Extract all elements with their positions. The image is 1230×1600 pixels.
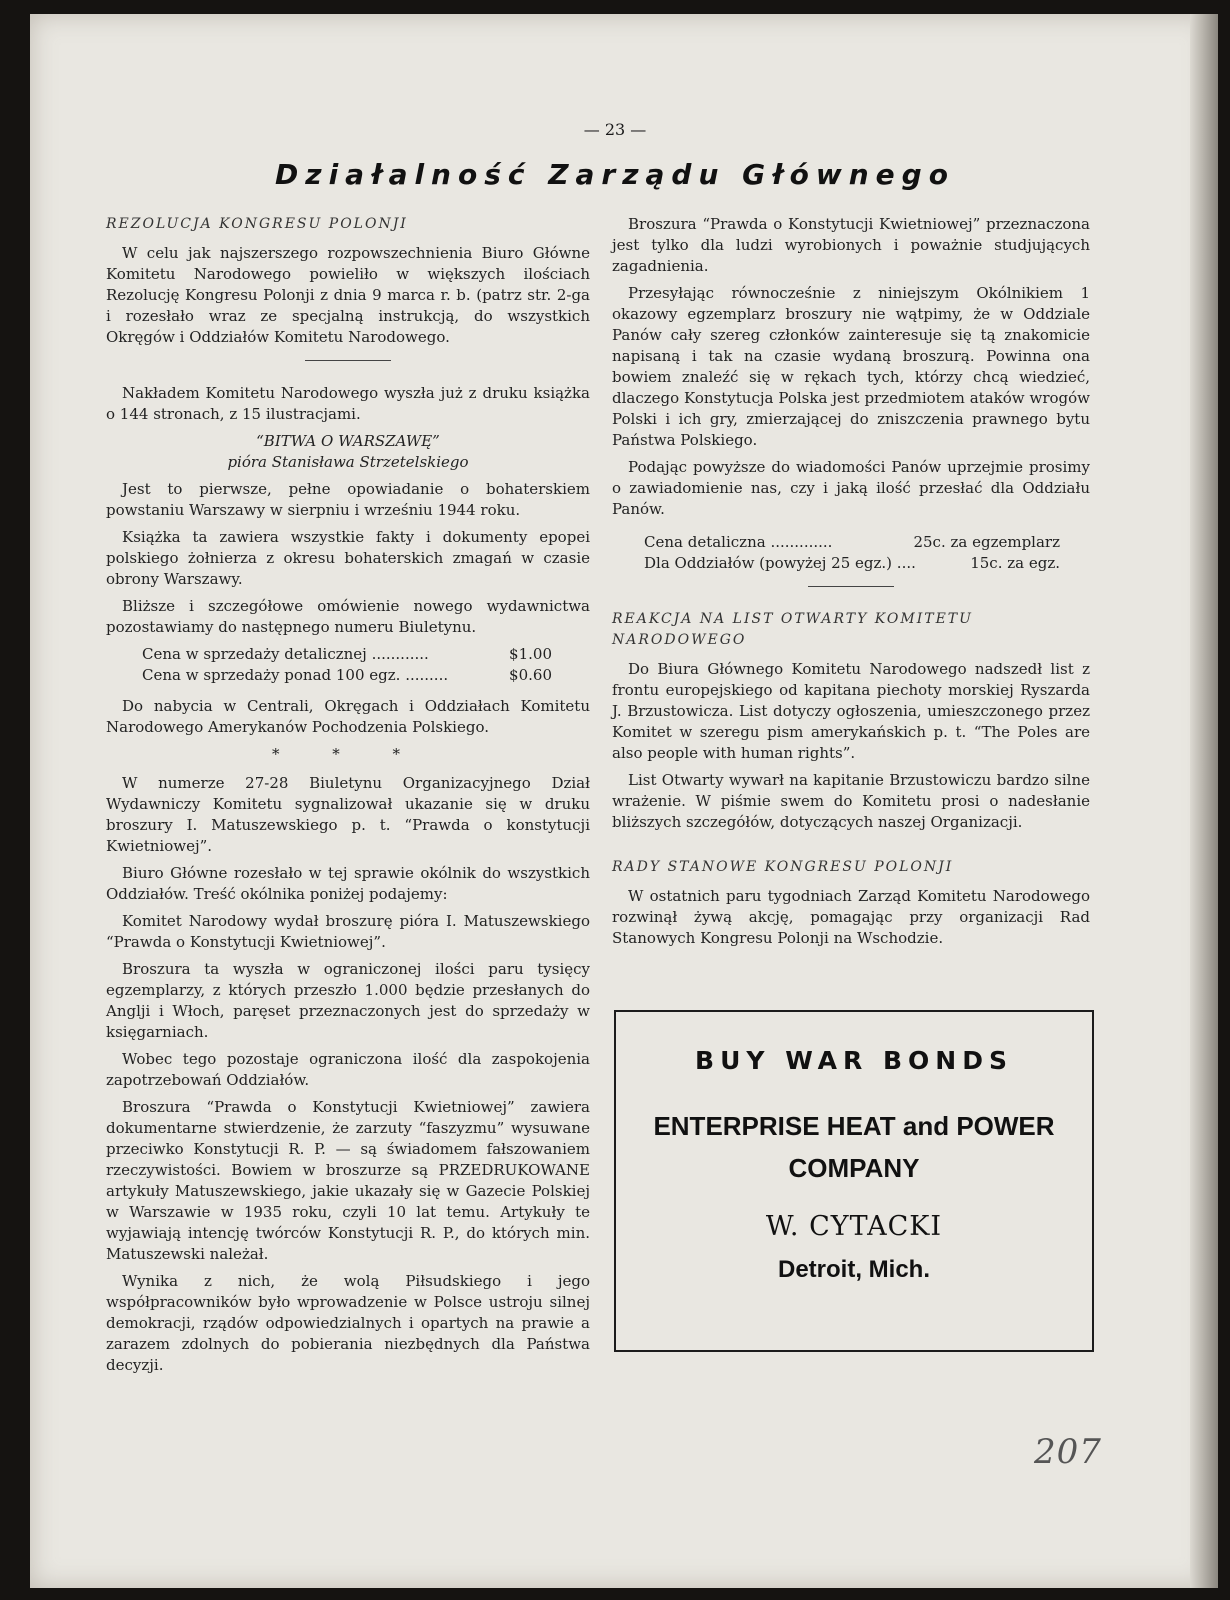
divider [305, 360, 391, 361]
ad-person-name: W. CYTACKI [765, 1211, 943, 1242]
paragraph: Jest to pierwsze, pełne opowiadanie o bohaterskiem powstaniu Warszawy w sierpniu i wrześniu 1944 roku. [106, 480, 590, 519]
page-title: Działalność Zarządu Głównego [275, 158, 955, 191]
price-row [612, 532, 1090, 553]
price-label: Cena w sprzedaży detalicznej ............ [142, 645, 429, 663]
price-label: Dla Oddziałów (powyżej 25 egz.) .... [644, 554, 916, 572]
price-row [612, 553, 1090, 574]
paragraph: Broszura “Prawda o Konstytucji Kwietniowej” zawiera dokumentarne stwierdzenie, że zarzuty “faszyzmu” wysuwane przeciwko Konstytucji R. P. — są świadomem fałszowaniem rzeczywistości. Bowiem w broszurze są PRZEDRUKOWANE artykuły Matuszewskiego, jakie ukazały się w Gazecie Polskiej w Warszawie w 1935 roku, czyli 10 lat temu. Artykuły te wyjawiają intencję twórców Konstytucji R. P., do których min. Matuszewski należał. [106, 1098, 590, 1263]
page-number: — 23 — [583, 120, 647, 139]
price-value: $0.60 [509, 666, 552, 684]
paragraph: Do Biura Głównego Komitetu Narodowego nadszedł list z frontu europejskiego od kapitana piechoty morskiej Ryszarda J. Brzustowicza. List dotyczy ogłoszenia, umieszczonego przez Komitet w szeregu pism amerykańskich p. t. “The Poles are also people with human rights”. [612, 660, 1090, 762]
price-row [106, 665, 590, 686]
paragraph: Komitet Narodowy wydał broszurę pióra I. Matuszewskiego “Prawda o Konstytucji Kwietniowej”. [106, 912, 590, 951]
page-edge [1190, 14, 1218, 1588]
ad-city: Detroit, Mich. [777, 1256, 930, 1283]
right-column [612, 214, 1090, 955]
book-author: pióra Stanisława Strzetelskiego [227, 453, 469, 471]
paragraph: W celu jak najszerszego rozpowszechnienia Biuro Główne Komitetu Narodowego powieliło w większych ilościach Rezolucję Kongresu Polonji z dnia 9 marca r. b. (patrz str. 2-ga i rozesłało wraz ze specjalną instrukcją, do wszystkich Okręgów i Oddziałów Komitetu Narodowego. [106, 244, 590, 346]
paragraph: Broszura ta wyszła w ograniczonej ilości paru tysięcy egzemplarzy, z których przeszło 1.000 będzie przesłanych do Anglji i Włoch, paręset przeznaczonych jest do sprzedaży w księgarniach. [106, 960, 590, 1041]
paragraph: W ostatnich paru tygodniach Zarząd Komitetu Narodowego rozwinął żywą akcję, pomagając przy organizacji Rad Stanowych Kongresu Polonji na Wschodzie. [612, 887, 1090, 947]
war-bonds-advertisement [614, 1010, 1094, 1352]
paragraph: Wobec tego pozostaje ograniczona ilość dla zaspokojenia zapotrzebowań Oddziałów. [106, 1050, 590, 1089]
paragraph: Nakładem Komitetu Narodowego wyszła już z druku książka o 144 stronach, z 15 ilustracjami. [106, 384, 590, 423]
price-row [106, 644, 590, 665]
section-heading-rezolucja: REZOLUCJA KONGRESU POLONJI [106, 216, 408, 232]
paragraph: Do nabycia w Centrali, Okręgach i Oddziałach Komitetu Narodowego Amerykanów Pochodzenia Polskiego. [106, 697, 590, 736]
book-title: “BITWA O WARSZAWĘ” [256, 432, 440, 450]
paragraph: Bliższe i szczegółowe omówienie nowego wydawnictwa pozostawiamy do następnego numeru Biuletynu. [106, 597, 590, 636]
ad-headline: BUY WAR BONDS [695, 1046, 1013, 1075]
ad-company-name: ENTERPRISE HEAT and POWER COMPANY [653, 1111, 1055, 1183]
paragraph: List Otwarty wywarł na kapitanie Brzustowiczu bardzo silne wrażenie. W piśmie swem do Komitetu prosi o nadesłanie bliższych szczegółów, dotyczących naszej Organizacji. [612, 771, 1090, 831]
paragraph: Podając powyższe do wiadomości Panów uprzejmie prosimy o zawiadomienie nas, czy i jaką ilość przesłać dla Oddziału Panów. [612, 458, 1090, 518]
section-heading-rady: RADY STANOWE KONGRESU POLONJI [612, 859, 954, 875]
paragraph: Wynika z nich, że wolą Piłsudskiego i jego współpracowników było wprowadzenie w Polsce ustroju silnej demokracji, rządów odpowiedzialnych i opartych na prawie a zarazem zdolnych do pobierania niezbędnych dla Państwa decyzji. [106, 1272, 590, 1374]
paragraph: Biuro Główne rozesłało w tej sprawie okólnik do wszystkich Oddziałów. Treść okólnika poniżej podajemy: [106, 864, 590, 903]
price-value: 15c. za egz. [970, 554, 1060, 572]
handwritten-number: 207 [1034, 1432, 1102, 1472]
section-heading-reakcja: REAKCJA NA LIST OTWARTY KOMITETU NARODOWEGO [612, 611, 973, 648]
price-value: $1.00 [509, 645, 552, 663]
paragraph: Książka ta zawiera wszystkie fakty i dokumenty epopei polskiego żołnierza z okresu bohaterskich zmagań w czasie obrony Warszawy. [106, 528, 590, 588]
price-label: Cena w sprzedaży ponad 100 egz. ......... [142, 666, 449, 684]
paragraph: W numerze 27-28 Biuletynu Organizacyjnego Dział Wydawniczy Komitetu sygnalizował ukazanie się w druku broszury I. Matuszewskiego p. t. “Prawda o konstytucji Kwietniowej”. [106, 774, 590, 855]
paragraph: Broszura “Prawda o Konstytucji Kwietniowej” przeznaczona jest tylko dla ludzi wyrobionych i poważnie studjujących zagadnienia. [612, 215, 1090, 275]
divider [808, 586, 894, 587]
price-label: Cena detaliczna ............. [644, 533, 833, 551]
left-column [106, 214, 590, 1382]
paragraph: Przesyłając równocześnie z niniejszym Okólnikiem 1 okazowy egzemplarz broszury nie wątpimy, że w Oddziale Panów cały szereg członków zainteresuje się tą znakomicie napisaną i tak na czasie wydaną broszurą. Powinna ona bowiem znaleźć się w rękach tych, którzy chcą wiedzieć, dlaczego Konstytucja Polska jest przedmiotem ataków wrogów Polski i ich gry, zmierzającej do zniszczenia prawnego bytu Państwa Polskiego. [612, 284, 1090, 449]
price-value: 25c. za egzemplarz [913, 533, 1060, 551]
section-separator-stars: * * * [271, 745, 425, 763]
